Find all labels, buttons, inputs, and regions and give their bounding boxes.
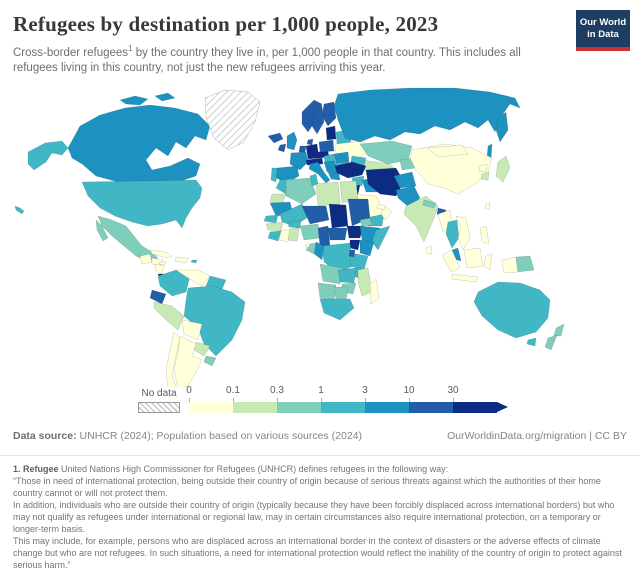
country-madagascar[interactable] [370,279,379,304]
country-libya[interactable] [316,182,340,206]
country-denmark[interactable] [307,139,313,145]
page-title: Refugees by destination per 1,000 people, 2023 [13,12,439,36]
country-australia[interactable] [474,282,550,338]
owid-logo[interactable]: Our World in Data [576,10,630,51]
country-chad[interactable] [329,204,348,228]
country-greenland-no-data[interactable] [205,90,260,150]
country-indonesia-papua[interactable] [502,257,518,273]
country-guatemala[interactable] [140,254,152,264]
no-data-label: No data [141,388,177,399]
footnote-ref[interactable]: 1 [128,44,133,53]
no-data-swatch [138,402,180,413]
footnote-line: 1. Refugee United Nations High Commissioner for Refugees (UNHCR) defines refugees in the following way: [13,464,449,474]
country-poland[interactable] [319,140,334,152]
country-russia[interactable] [334,88,520,142]
legend-tick-label: 30 [447,385,459,396]
country-guinea[interactable] [266,222,283,231]
map-regions [15,88,564,387]
legend-no-data[interactable] [138,388,180,413]
country-philippines[interactable] [480,226,489,244]
country-central-african-republic[interactable] [328,228,347,240]
data-source-line: Data source: UNHCR (2024); Population based on various sources (2024) [13,430,363,442]
legend-arrow [497,402,508,412]
country-iceland[interactable] [268,133,283,143]
country-zambia[interactable] [338,268,356,283]
country-new-zealand-south[interactable] [545,335,557,350]
country-rwanda-burundi[interactable] [349,250,355,257]
country-indonesia-borneo[interactable] [464,248,483,268]
country-papua-new-guinea[interactable] [516,256,534,272]
country-indonesia-java[interactable] [452,274,478,282]
chart-header [13,12,560,77]
country-uk[interactable] [287,132,297,150]
country-japan[interactable] [496,156,510,182]
country-ecuador[interactable] [150,290,166,304]
country-sri-lanka[interactable] [426,246,432,254]
country-sweden[interactable] [312,106,324,134]
country-ghana[interactable] [288,228,299,241]
country-uruguay[interactable] [204,356,216,366]
country-equatorial-guinea[interactable] [305,244,310,247]
country-ireland[interactable] [278,144,286,152]
footnote-block [13,464,627,572]
country-new-zealand-north[interactable] [554,324,564,336]
country-peru[interactable] [154,302,184,330]
country-mozambique[interactable] [358,268,372,296]
country-namibia[interactable] [318,283,336,301]
country-alaska[interactable] [28,141,68,170]
legend-color-bar[interactable] [186,385,508,413]
country-canada-arctic[interactable] [120,96,148,105]
legend-tick-label: 1 [318,385,324,396]
country-kenya[interactable] [360,240,374,256]
country-tasmania[interactable] [527,338,536,346]
map-legend [138,385,508,418]
country-canada-arctic[interactable] [155,93,175,101]
legend-tick-label: 3 [362,385,368,396]
country-thailand[interactable] [446,220,459,248]
legend-tick-label: 0.3 [270,385,284,396]
footnote-line: This may include, for example, persons who are displaced across an international border in the context of disasters or the adverse effects of climate change but who are not refugees. In such situations, a need for international protection would reflect the inability of the country of origin to protect against serious harm.” [13,535,622,570]
country-uganda[interactable] [350,240,360,250]
legend-tick-label: 10 [403,385,415,396]
country-portugal[interactable] [271,168,277,182]
country-niger[interactable] [302,206,329,224]
divider [0,455,640,456]
legend-bin-30+[interactable] [447,385,497,413]
legend-bin-0.3-1[interactable] [270,385,321,413]
footnote-line: In addition, individuals who are outside their country of origin (typically because they have been forcibly displaced across international borders) but who may not qualify as refugees under international or regional law, may in certain circumstances also require international protection, on a temporary or longer-term basis. [13,499,615,534]
country-indonesia-sulawesi[interactable] [484,254,492,270]
owid-link[interactable]: OurWorldinData.org/migration | CC BY [447,430,627,442]
legend-tick-label: 0 [186,385,192,396]
legend-tick-label: 0.1 [226,385,240,396]
country-canada[interactable] [68,105,210,182]
country-south-africa[interactable] [320,299,354,320]
country-nigeria[interactable] [300,224,320,240]
country-hispaniola[interactable] [175,257,188,263]
country-puerto-rico[interactable] [191,260,197,263]
legend-bin-1-3[interactable] [318,385,365,413]
country-taiwan[interactable] [485,203,490,209]
chart-footer [13,430,627,442]
footnote-line: “Those in need of international protection, being outside their country of origin because of serious threats against which the authorities of their home country cannot or will not protect them. [13,475,601,498]
world-choropleth-map[interactable] [0,85,640,387]
country-romania[interactable] [334,152,349,163]
country-baltics[interactable] [326,126,336,140]
country-senegal[interactable] [264,215,278,223]
country-nicaragua[interactable] [155,264,164,274]
country-hawaii[interactable] [15,206,24,214]
country-germany[interactable] [306,144,319,159]
chart-subtitle: Cross-border refugees$^1$ by the country they live in, per 1,000 people in that country. This includes all refugees living in this country, not just the new refugees arriving this year. [13,44,521,75]
